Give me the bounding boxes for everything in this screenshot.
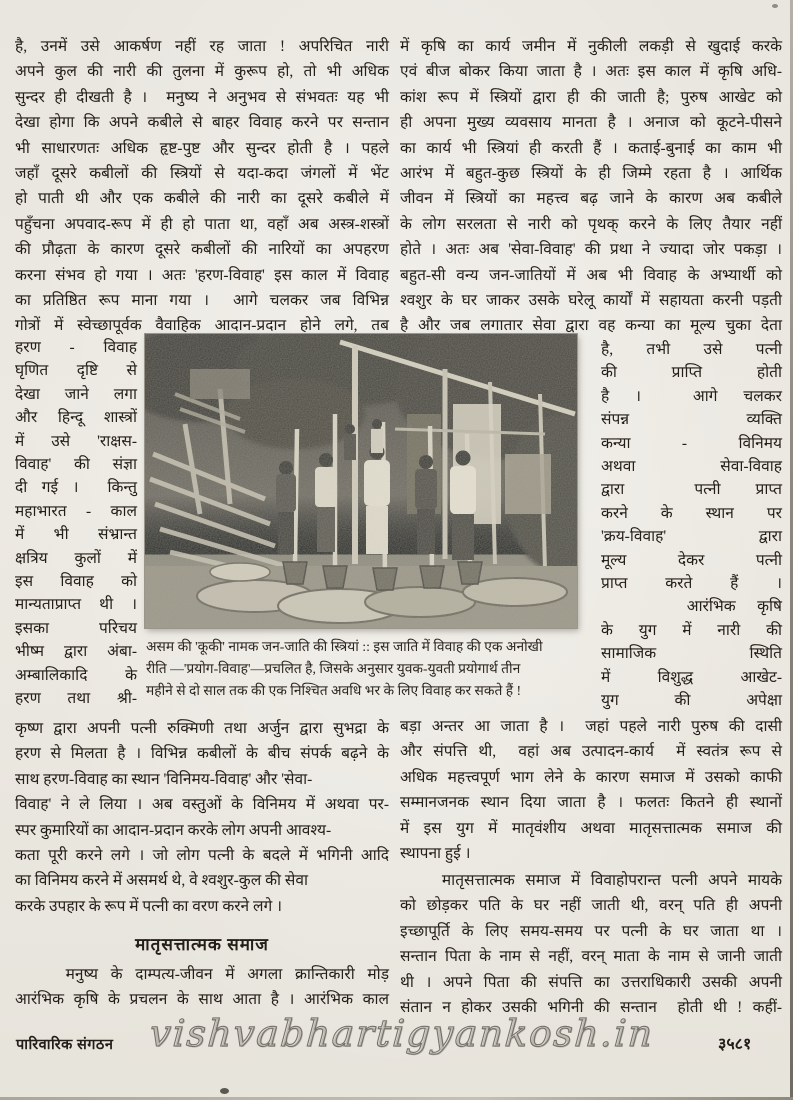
photo-caption: असम की 'कूकी' नामक जन-जाति की स्त्रियां :: इस जाति में विवाह की एक अनोखी रीति —'प्रयोग-विवाह'—प्रचलित है, जिसके अनुसार युवक-युवती प्रयोगार्थ तीन महीने से दो साल तक की एक निश्चित अवधि भर के लिए विवाह कर सकते हैं !: [146, 639, 543, 698]
tribal-women-photo: [145, 334, 577, 628]
left-column-below-photo-paragraph: कृष्ण द्वारा अपनी पत्नी रुक्मिणी तथा अर्जुन द्वारा सुभद्रा के हरण से मिलता है । विभिन्न कबीलों के बीच संपर्क बढ़ने के साथ हरण-विवाह का स्थान 'विनिमय-विवाह' और 'सेवा- विवाह' ने ले लिया । अब वस्तुओं के विनिमय में अथवा पर- स्पर कुमारियों का आदान-प्रदान करके लोग अपनी आवश्य- कता पूरी करने लगे । जो लोग पत्नी के बदले में भगिनी आदि का विनिमय करने में असमर्थ थे, वे श्वशुर-कुल की सेवा करके उपहार के रूप में पत्नी का वरण करने लगे ।: [15, 720, 389, 915]
scan-ink-spot: [220, 1088, 229, 1094]
right-column-below-photo-paragraph: बड़ा अन्तर आ जाता है । जहां पहले नारी पुरुष की दासी और संपत्ति थी, वहां अब उत्पादन-कार्य में स्वतंत्र रूप से अधिक महत्त्वपूर्ण भाग लेने के कारण समाज में उसको काफी सम्मानजनक स्थान दिया जाता है । फलतः कितने ही स्थानों में इस युग में मातृवंशीय अथवा मातृसत्तात्मक समाज की स्थापना हुई ।: [400, 718, 782, 863]
watermark-text: vishvabhartigyankosh.in: [148, 1012, 656, 1055]
footer-section-title: पारिवारिक संगठन: [16, 1037, 114, 1053]
right-column-bottom-paragraph: मातृसत्तात्मक समाज में विवाहोपरान्त पत्नी अपने मायके को छोड़कर पति के घर नहीं जाती थी, वरन् पति ही अपनी इच्छापूर्ति के लिए समय-समय पर पत्नी के घर जाता था । सन्तान पिता के नाम से नहीं, वरन् माता के नाम से जानी जाती थी । अपने पिता की संपत्ति का उत्तराधिकारी उसकी अपनी संतान न होकर उसकी भगिनी की सन्तान होती थी ! कहीं-: [400, 872, 783, 1017]
left-column-bottom-paragraph: मनुष्य के दाम्पत्य-जीवन में अगला क्रान्तिकारी मोड़ आरंभिक कृषि के प्रचलन के साथ आता है । आरंभिक काल: [15, 966, 389, 1009]
page-number: ३५८१: [718, 1036, 752, 1053]
right-column-top-paragraph: में कृषि का कार्य जमीन में नुकीली लकड़ी से खुदाई करके एवं बीज बोकर किया जाता है । अतः इस काल में कृषि अधि- कांश रूप में स्त्रियों द्वारा ही की जाती है; पुरुष आखेट को ही अपना मुख्य व्यवसाय मानता है । अनाज को कूटने-पीसने का कार्य भी स्त्रियां ही करती हैं । कताई-बुनाई का काम भी आरंभ में बहुत-कुछ स्त्रियों के ही जिम्मे रहता है । आर्थिक जीवन में स्त्रियों का महत्त्व बढ़ जाने के कारण अब कबीले के लोग सरलता से नारी को पृथक् करने के लिए तैयार नहीं होते । अतः अब 'सेवा-विवाह' की प्रथा ने ज्यादा जोर पकड़ा । बहुत-सी वन्य जन-जातियों में अब भी विवाह के अभ्यार्थी को श्वशुर के घर जाकर उसके घरेलू कार्यों में सहायता करनी पड़ती है और जब लगातार सेवा द्वारा वह कन्या का मूल्य चुका देता: [400, 38, 782, 335]
right-column-narrow-paragraph: है, तभी उसे पत्नी की प्राप्ति होती है । आगे चलकर संपन्न व्यक्ति कन्या - विनिमय अथवा सेवा-विवाह द्वारा पत्नी प्राप्त करने के स्थान पर 'क्रय-विवाह' द्वारा मूल्य देकर पत्नी प्राप्त करते हैं । आरंभिक कृषि के युग में नारी की सामाजिक स्थिति में विशुद्ध आखेट- युग की अपेक्षा: [601, 341, 783, 710]
left-column-narrow-paragraph: हरण - विवाह घृणित दृष्टि से देखा जाने लगा और हिन्दू शास्त्रों में उसे 'राक्षस- विवाह' की संज्ञा दी गई । किन्तु महाभारत - काल में भी संभ्रान्त क्षत्रिय कुलों में इस विवाह को मान्यताप्राप्त थी । इसका परिचय भीष्म द्वारा अंबा- अम्बालिकादि के हरण तथा श्री-: [15, 339, 137, 708]
section-heading: मातृसत्तात्मक समाज: [135, 935, 269, 954]
left-column-top-paragraph: है, उनमें उसे आकर्षण नहीं रह जाता ! अपरिचित नारी अपने कुल की नारी की तुलना में कुरूप हो, तो भी अधिक सुन्दर ही दीखती है । मनुष्य ने अनुभव से संभवतः यह भी देखा होगा कि अपने कबीले से बाहर विवाह करने पर सन्तान भी साधारणतः अधिक हृष्ट-पुष्ट और सुन्दर होती है । पहले जहाँ दूसरे कबीलों की स्त्रियों से यदा-कदा जंगलों में भेंट हो पाती थी और एक कबीले की नारी का दूसरे कबीले में पहुँचना अपवाद-रूप में ही हो पाता था, वहाँ अब अस्त्र-शस्त्रों की प्रौढ़ता के कारण दूसरे कबीलों की नारियों का अपहरण करना संभव हो गया । अतः 'हरण-विवाह' इस काल में विवाह का प्रतिष्ठित रूप माना गया । आगे चलकर जब विभिन्न गोत्रों में स्वेच्छापूर्वक वैवाहिक आदान-प्रदान होने लगे, तब: [15, 38, 389, 335]
scan-mark-top: [772, 4, 778, 8]
photo-illustration: [145, 334, 577, 628]
